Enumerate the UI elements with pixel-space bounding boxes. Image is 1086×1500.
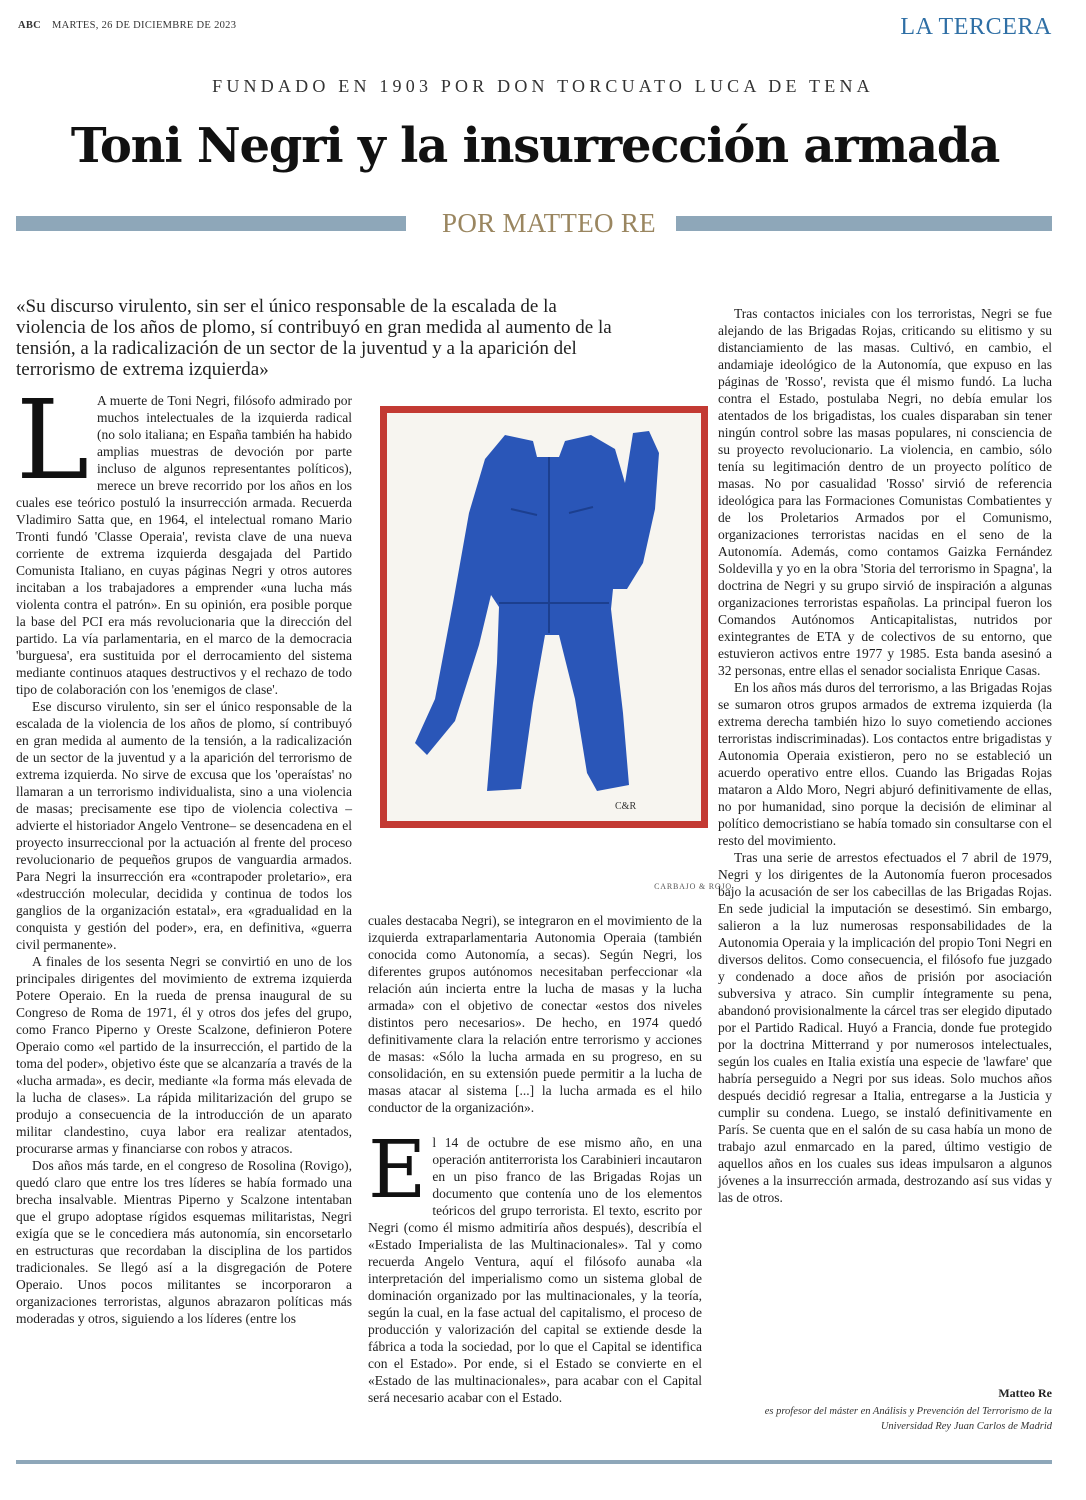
bottom-rule: [16, 1460, 1052, 1464]
paragraph: [16, 376, 352, 698]
author-bio: es profesor del máster en Análisis y Prevención del Terrorismo de la Universidad Rey Juan Carlos de Madrid: [764, 1406, 1052, 1432]
section-title: LA TERCERA: [900, 14, 1052, 40]
paragraph: Tras contactos iniciales con los terroristas, Negri se fue alejando de las Brigadas Rojas, criticando su elitismo y su distanciamiento de las masas. Cultivó, en cambio, el andamiaje ideológico de la Autonomía, que expuso en las páginas de 'Rosso', revista que él mismo fundó. La lucha contra el Estado, postulaba Negri, no debía emular los atentados de los brigadistas, los cuales disparaban sin tener ningún control sobre las masas populares, ni consciencia de su proyecto revolucionario. La violencia, en cambio, sólo tenía su legitimación dentro de un proyecto político de masas. No por casualidad 'Rosso' sirvió de referencia ideológica para las Formaciones Comunistas Combatientes y de los Proletarios Armados por el Comunismo, organizaciones terroristas nacidas en el seno de la Autonomía. Además, como contamos Gaizka Fernández Soldevilla y yo en la obra 'Storia del terrorismo in Spagna', la doctrina de Negri y su grupo sirvió de inspiración a algunas organizaciones terroristas españolas. La principal fueron los Comandos Autónomos Anticapitalistas, nutridos por exintegrantes de ETA y de colectivos de su entorno, que estuvieron activos entre 1977 y 1985. Esta banda asesinó a 32 personas, entre ellas el senador socialista Enrique Casas.: [718, 306, 1052, 678]
byline: POR MATTEO RE: [442, 208, 656, 238]
paragraph-text: A muerte de Toni Negri, filósofo admirado por muchos intelectuales de la izquierda radical (no solo italiana; en España también ha habido amplias muestras de devoción por parte incluso de algunos representantes políticos), merece un breve recorrido por los años en los cuales ese teórico postuló la insurrección armada. Recuerda Vladimiro Satta que, en 1964, el intelectual romano Mario Tronti fundó 'Classe Operaia', revista clave de una nueva corriente de extrema izquierda desgajada del Partido Comunista Italiano, en cuyas páginas Negri y otros autores incitaban a los trabajadores a emprender «una lucha más violenta contra el patrón». En su opinión, era posible porque la base del PCI era más revolucionaria que la dirección del partido. La vía parlamentaria, en el marco de la democracia 'burguesa', era sustituida por el derrocamiento del sistema mediante continuos ataques destructivos y el rechazo de todo tipo de colaboración con los 'enemigos de clase'.: [16, 393, 352, 697]
header-meta: [18, 20, 236, 31]
article-title: Toni Negri y la insurrección armada: [70, 118, 1000, 174]
paragraph: Tras una serie de arrestos efectuados el 7 abril de 1979, Negri y los dirigentes de la Autonomía fueron procesados bajo la acusación de ser los cabecillas de las Brigadas Rojas. En sede judicial la imputación se desestimó. Sin embargo, salieron a la luz numerosas responsabilidades de la Autonomia Operaia y la implicación del propio Toni Negri en diversos delitos. Como consecuencia, el filósofo fue juzgado y condenado a doce años de prisión por asociación subversiva y atraco. Sin cumplir íntegramente su pena, abandonó provisionalmente la cárcel tras ser elegido diputado por el Partido Radical. Huyó a Francia, donde fue protegido por la doctrina Mitterrand y por numerosos intelectuales, según los cuales en Italia existía una especie de 'lawfare' que habría perseguido a Negri por sus ideas. Solo muchos años después decidió regresar a Italia, entregarse a la Justicia y cumplir su condena. Luego, se instaló definitivamente en París. Se cuenta que en el salón de su casa había un mono de trabajo azul enmarcado en la pared, último vestigio de aquellos años en los cuales sus ideas impulsaron a algunos jóvenes a la insurrección armada, destrozando así sus vidas y las de otros.: [718, 850, 1053, 1205]
paragraph: Dos años más tarde, en el congreso de Rosolina (Rovigo), quedó claro que entre los tres líderes se había formado una brecha insalvable. Mientras Piperno y Scalzone intentaban que el grupo adoptase rígidos esquemas militaristas, Negri exigía que se le concediera más autonomía, sin encorsetarlo en estructuras que recordaban la disciplina de los partidos tradicionales. Se llegó así a la disgregación de Potere Operaio. Unos pocos militantes se incorporaron a organizaciones terroristas, algunos abrazaron políticas más moderadas y otros, siguiendo a los líderes (entre los: [16, 1158, 352, 1326]
paragraph: En los años más duros del terrorismo, a las Brigadas Rojas se sumaron otros grupos armados de extrema izquierda (la extrema derecha también hizo lo suyo cometiendo acciones terroristas indiscriminadas). Los contactos entre brigadistas y Autonomia Operaia existieron, pero no se estableció un acuerdo operativo entre ellos. Cuando las Brigadas Rojas mataron a Aldo Moro, Negri abjuró definitivamente de ellas, no por humanidad, sino porque la decisión de eliminar al político democristiano se había tomado sin consultarse con el resto del movimiento.: [718, 680, 1052, 848]
artist-signature: C&R: [615, 801, 637, 812]
paragraph: Ese discurso virulento, sin ser el único responsable de la escalada de la violencia de los años de plomo, sí contribuyó en gran medida al aumento de la tensión, a la radicalización de un sector de la juventud y a la aparición del terrorismo de extrema izquierda. No sirve de excusa que los 'operaístas' no llamaran a un terrorismo individualista, sino a una violencia de masas; precisamente ese tipo de violencia colectiva –advierte el historiador Angelo Ventrone– se desencadena en el proyecto insurreccional por la actuación al frente del proceso revolucionario de pequeños grupos de vanguardia armados. Para Negri la insurrección era «contrapoder proletario», era «destrucción molecular, decidida y continua de todos los ganglios de la organización estatal», era «gradualidad en la conquista y gestión del poder», era, en definitiva, «guerra civil permanente».: [16, 699, 352, 952]
drop-cap: E: [368, 1123, 427, 1216]
rule-right: [676, 216, 1052, 231]
publication-name: ABC: [18, 20, 42, 31]
illustration-credit: CARBAJO & ROJO: [654, 882, 732, 891]
issue-date: MARTES, 26 DE DICIEMBRE DE 2023: [52, 20, 237, 31]
illustration-frame: [380, 406, 708, 828]
page-header: [18, 14, 1052, 44]
jumpsuit-illustration: [387, 413, 701, 821]
paragraph-text: l 14 de octubre de ese mismo año, en una operación antiterrorista los Carabinieri incautaron en un piso franco de las Brigadas Rojas un documento que contenía uno de los elementos teóricos del grupo terrorista. El texto, escrito por Negri (como él mismo admitiría años después), describía el «Estado Imperialista de las Multinacionales». Tal y como recuerda Angelo Ventura, aquí el filósofo aunaba «la interpretación del imperialismo como un sistema global de dominación organizado por las multinacionales, y la teoría, según la cual, en la fase actual del capitalismo, el proceso de producción y valorización del capital se extiende desde la fábrica a toda la sociedad, por lo que el Capital se identifica con el Estado». Por ende, si el Estado se convierte en el «Estado de las multinacionales», para acabar con el Capital será necesario acabar con el Estado.: [368, 1135, 702, 1405]
author-name: Matteo Re: [998, 1386, 1052, 1400]
byline-row: [16, 208, 1052, 240]
article-column-2: [368, 912, 702, 1406]
drop-cap: L: [16, 376, 90, 504]
rule-left: [16, 216, 406, 231]
paragraph: cuales destacaba Negri), se integraron en el movimiento de la izquierda extraparlamentaria Autonomia Operaia (también conocida como Autonomía, a secas). Según Negri, los diferentes grupos autónomos necesitaban perfeccionar «la relación aún incierta entre la lucha de masas y la lucha armada» con el objetivo de conectar «estos dos niveles distintos pero necesarios». De hecho, en 1974 quedó definitivamente clara la relación entre terrorismo y acciones de masas: «Sólo la lucha armada en su progreso, en su consolidación, en su extensión puede permitir a la lucha de masas atacar al sistema [...] la lucha armada es el hilo conductor de la organización».: [368, 913, 702, 1115]
article-column-1: [16, 376, 352, 1327]
article-column-3: [718, 305, 1052, 1206]
pull-quote: «Su discurso virulento, sin ser el único responsable de la escalada de la violencia de los años de plomo, sí contribuyó en gran medida al aumento de la tensión, a la radicalización de un sector de la juventud y a la aparición del terrorismo de extrema izquierda»: [16, 296, 612, 380]
masthead-founded: FUNDADO EN 1903 POR DON TORCUATO LUCA DE TENA: [212, 76, 874, 96]
paragraph: [368, 1123, 702, 1406]
paragraph: A finales de los sesenta Negri se convirtió en uno de los principales dirigentes del movimiento de extrema izquierda Potere Operaio. En la rueda de prensa inaugural de su Congreso de Roma de 1971, él y otros dos jefes del grupo, como Franco Piperno y Oreste Scalzone, definieron Potere Operaio como «el partido de la insurrección, el partido de la toma del poder», objetivo éste que se alcanzaría a través de la «lucha armada», es decir, mediante «la forma más elevada de la lucha de clases». La rápida militarización del grupo se produjo a consecuencia de la introducción de un aparato militar clandestino, cuya labor era realizar atentados, procurarse armas y financiarse con robos y atracos.: [16, 954, 352, 1156]
